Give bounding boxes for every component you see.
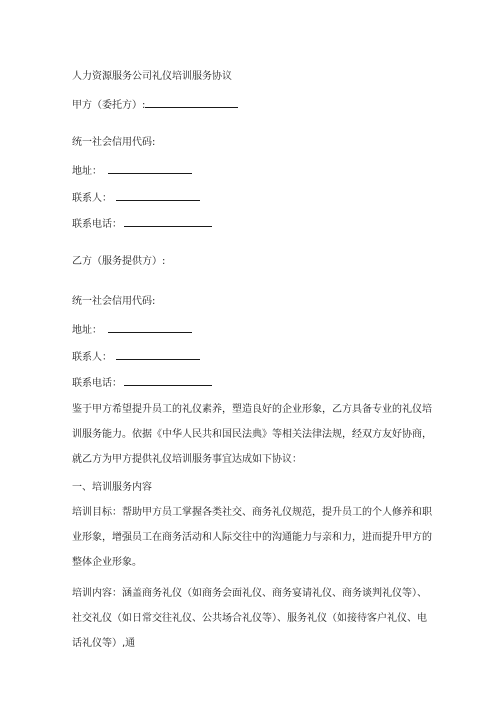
party-b-heading: 乙方（服务提供方）: [72, 256, 166, 267]
party-b-address-line [72, 322, 192, 338]
party-b-phone-line [72, 375, 212, 391]
party-a-heading-line [72, 97, 238, 113]
party-a-heading: 甲方（委托方）: [72, 100, 146, 111]
party-a-contact-blank[interactable] [116, 190, 200, 201]
party-a-address-line [72, 163, 192, 179]
party-b-contact-line [72, 349, 200, 365]
party-a-phone-blank[interactable] [124, 216, 212, 227]
party-a-phone-label: 联系电话： [72, 219, 122, 230]
party-a-credit-code: 统一社会信用代码: [72, 137, 156, 148]
training-goal-paragraph: 培训目标：帮助甲方员工掌握各类社交、商务礼仪规范，提升员工的个人修养和职业形象，增强员工在商务活动和人际交往中的沟通能力与亲和力，进而提升甲方的整体企业形象。 [72, 507, 432, 568]
section-1-heading: 一、培训服务内容 [72, 482, 152, 493]
preamble-paragraph: 鉴于甲方希望提升员工的礼仪素养，塑造良好的企业形象，乙方具备专业的礼仪培训服务能力。依据《中华人民共和国民法典》等相关法律法规，经双方友好协商，就乙方为甲方提供礼仪培训服务事宜达成如下协议： [72, 404, 432, 465]
party-a-address-label: 地址： [72, 166, 102, 177]
party-b-contact-blank[interactable] [116, 349, 200, 360]
party-b-contact-label: 联系人： [72, 352, 112, 363]
party-a-contact-label: 联系人： [72, 193, 112, 204]
party-a-phone-line [72, 216, 212, 232]
party-b-address-blank[interactable] [108, 322, 192, 333]
party-a-address-blank[interactable] [108, 163, 192, 174]
party-b-address-label: 地址： [72, 325, 102, 336]
party-a-name-blank[interactable] [145, 97, 238, 108]
training-content-paragraph: 培训内容：涵盖商务礼仪（如商务会面礼仪、商务宴请礼仪、商务谈判礼仪等）、社交礼仪（如日常交往礼仪、公共场合礼仪等）、服务礼仪（如接待客户礼仪、电话礼仪等）,通 [72, 588, 427, 649]
party-a-contact-line [72, 190, 200, 206]
document-title: 人力资源服务公司礼仪培训服务协议 [72, 71, 232, 82]
party-b-phone-label: 联系电话： [72, 378, 122, 389]
party-b-credit-code: 统一社会信用代码: [72, 296, 156, 307]
party-b-phone-blank[interactable] [124, 375, 212, 386]
